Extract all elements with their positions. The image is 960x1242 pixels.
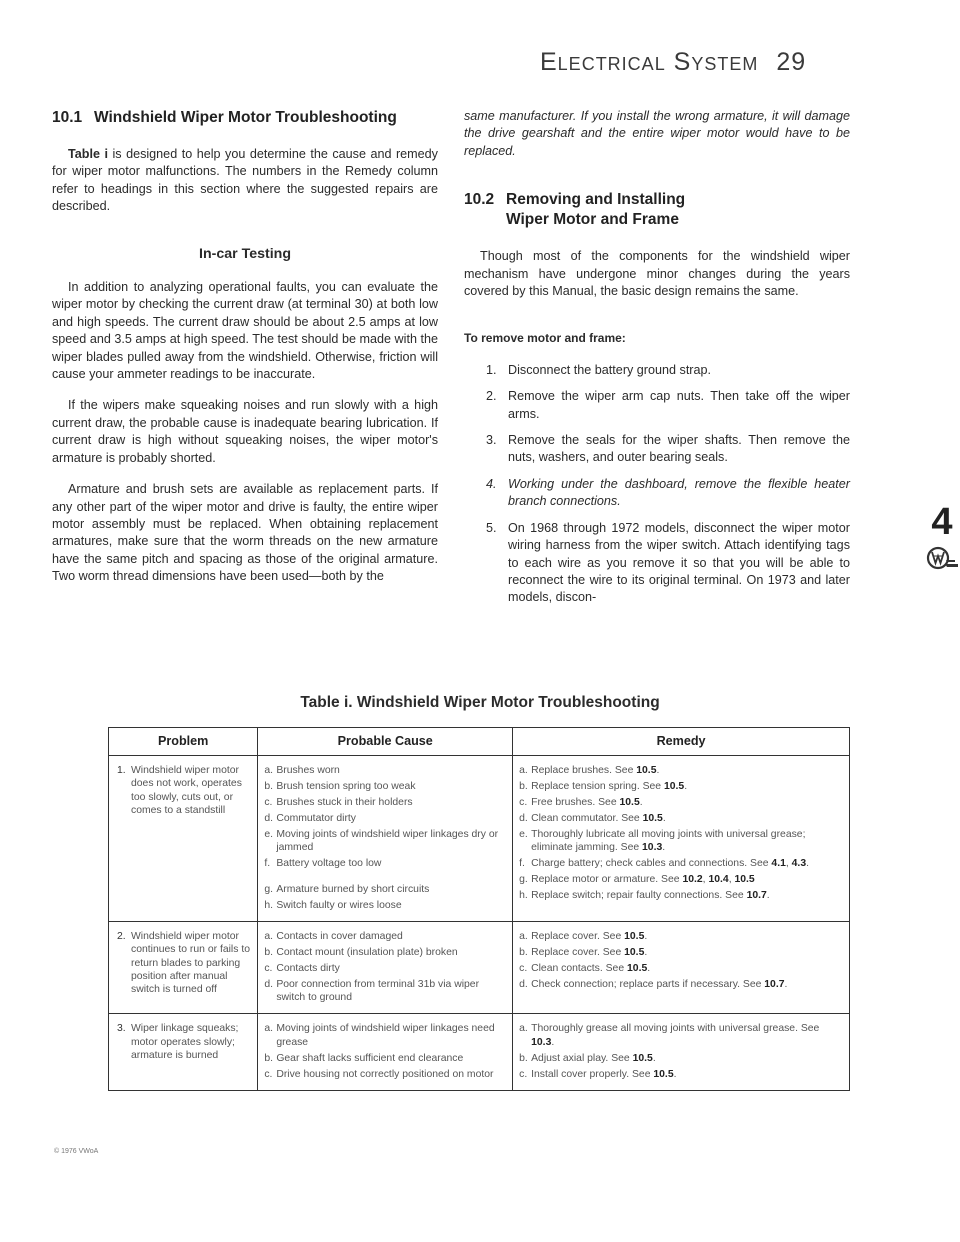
item-text: Install cover properly. See [531,1068,654,1080]
cause-cell [258,921,513,1013]
remedy-item [519,962,843,975]
item-text: Clean commutator. See [531,813,643,824]
item-text: Replace tension spring. See [531,781,664,792]
step-text: Working under the dashboard, remove the flexible heater branch connections. [508,476,850,509]
punctuation: . [662,842,666,854]
troubleshooting-table [108,727,850,1091]
remedy-item [519,764,843,777]
item-text: Clean contacts. See [531,962,628,974]
punctuation: . [766,890,770,902]
problem-description: Windshield wiper motor continues to run or fails to return blades to parking position after manual switch is turned off [131,930,250,996]
problem-cell [109,756,258,922]
remedy-item [519,796,843,809]
continued-paragraph: same manufacturer. If you install the wrong armature, it will damage the drive gearshaft and the entire wiper motor would have to be replaced. [464,109,850,158]
item-letter: b. [264,781,273,792]
section-reference: 10.5 [624,946,645,958]
section-reference: 10.5 [619,797,640,808]
item-letter: h. [519,890,528,902]
item-letter: b. [519,781,528,792]
paragraph: Though most of the components for the windshield wiper mechanism have undergone minor changes during the years covered by this Manual, the basic design remains the same. [464,249,850,299]
item-text: Moving joints of windshield wiper linkages dry or jammed [276,829,499,854]
vw-logo-icon [924,546,960,577]
remedy-item [519,930,843,943]
section-reference: 10.5 [627,962,648,974]
left-column [52,108,438,600]
step-number: 4. [486,476,497,491]
section-reference: 10.2 [682,874,703,886]
section-reference: 10.5 [632,1052,653,1064]
item-letter: a. [264,930,273,942]
item-letter: e. [264,829,273,840]
step-number: 2. [486,389,497,404]
cause-item [264,796,506,809]
item-text: Replace motor or armature. See [531,874,683,886]
problem-description: Wiper linkage squeaks; motor operates slowly; armature is burned [131,1023,239,1062]
problem-text [115,930,251,997]
running-head [540,48,860,77]
cause-item [264,1068,506,1081]
section-reference: 10.3 [642,842,663,854]
item-letter: e. [519,829,528,840]
remedy-cell [513,921,850,1013]
section-reference: 10.5 [624,930,645,942]
item-letter: b. [264,946,273,958]
cause-item [264,780,506,793]
problem-description: Windshield wiper motor does not work, operates too slowly, cuts out, or comes to a standstill [131,765,242,817]
item-text: Gear shaft lacks sufficient end clearance [276,1052,464,1064]
item-text: Armature burned by short circuits [276,883,430,895]
table-title: Table i. Windshield Wiper Motor Troubleshooting [300,694,660,711]
cause-item [264,930,506,943]
item-text: Brushes stuck in their holders [276,797,413,808]
punctuation: . [647,962,651,974]
item-letter: b. [519,1052,528,1064]
remedy-cell [513,1014,850,1090]
procedure-step [464,388,850,423]
punctuation: . [644,930,648,942]
problem-text [115,764,251,818]
step-number: 3. [486,433,497,448]
procedure-step [464,362,850,379]
table-row [109,756,850,922]
paragraph: Armature and brush sets are available as replacement parts. If any other part of the wiper motor and drive is faulty, the entire wiper motor assembly must be replaced. When obtaining replacement armatures, make sure that the worm threads on the new armature have the same pitch and spacing as those of the original armature. Two worm thread dimensions have been used—both by the [52,482,438,584]
procedure-step [464,520,850,607]
item-text: Commutator dirty [276,813,356,824]
item-text: Poor connection from terminal 31b via wiper switch to ground [276,978,480,1004]
paragraph: If the wipers make squeaking noises and run slowly with a high current draw, the probable cause is inadequate bearing lubrication. If current draw is high without squeaking noises, the wiper motor's armature is probably shorted. [52,398,438,465]
step-number: 1. [486,362,497,377]
item-text: Moving joints of windshield wiper linkages need grease [276,1023,495,1048]
paragraph: In addition to analyzing operational faults, you can evaluate the wiper motor by checking the current draw (at terminal 30) at both low and high speeds. The current draw should be about 2.5 amps at low speed and 3.5 amps at high speed. The test should be made with the wiper blades pulled away from the windshield. Otherwise, friction will cause your ammeter readings to be inaccurate. [52,280,438,382]
item-text: Charge battery; check cables and connections. See [531,858,772,870]
section-reference: 10.4 [708,874,729,886]
punctuation: . [652,1052,656,1064]
remedy-item [519,1068,843,1081]
step-text: Disconnect the battery ground strap. [508,362,712,377]
item-letter: f. [264,858,271,870]
item-letter: c. [519,962,528,974]
section-reference: 10.3 [531,1036,552,1048]
section-reference: 4.3 [791,858,807,870]
item-text: Adjust axial play. See [531,1052,633,1064]
item-letter: c. [264,797,273,808]
remedy-item [519,1052,843,1065]
item-text: Free brushes. See [531,797,620,808]
item-letter: a. [519,765,528,776]
item-letter: d. [519,813,528,824]
punctuation: . [784,978,788,990]
cause-item [264,764,506,777]
punctuation: , [785,858,792,870]
item-text: Contact mount (insulation plate) broken [276,946,458,958]
item-text: Replace switch; repair faulty connections. See [531,890,747,902]
punctuation: , [702,874,709,886]
item-letter: g. [264,883,273,895]
table-row [109,1014,850,1090]
item-text: Thoroughly grease all moving joints with universal grease. See [531,1023,820,1035]
section-reference: 4.1 [771,858,786,870]
remedy-item [519,857,843,870]
punctuation: . [656,765,660,776]
right-column [464,108,850,616]
item-letter: c. [264,962,273,974]
punctuation: . [673,1068,677,1080]
cause-item [264,857,506,870]
step-number: 5. [486,520,497,535]
section-reference: 10.5 [642,813,663,824]
item-letter: b. [264,1052,273,1064]
copyright-notice: © 1976 VWoA [54,1148,99,1155]
punctuation: . [644,946,648,958]
procedure-step [464,476,850,511]
problem-number: 1. [117,765,126,776]
cause-item [264,1022,506,1049]
item-text: Thoroughly lubricate all moving joints with universal grease; eliminate jamming. See [531,829,806,854]
section-heading-10-1: 10.1 Windshield Wiper Motor Troubleshooting [52,109,397,126]
cause-item [264,946,506,959]
step-text: Remove the wiper arm cap nuts. Then take off the wiper arms. [508,389,850,421]
item-text: Contacts dirty [276,962,340,974]
item-letter: c. [519,797,528,808]
section-reference: 10.7 [764,978,785,990]
cause-item [264,978,506,1005]
cause-item [264,962,506,975]
punctuation: . [684,781,688,792]
cause-item [264,1052,506,1065]
remedy-item [519,812,843,825]
cause-item [264,828,506,855]
item-letter: d. [519,978,528,990]
remedy-item [519,873,843,886]
section-reference: 10.7 [746,890,767,902]
remedy-item [519,946,843,959]
table-row [109,921,850,1013]
procedure-title: To remove motor and frame: [464,331,626,346]
item-text: Brush tension spring too weak [276,781,416,792]
cause-item [264,883,506,896]
item-text: Replace cover. See [531,930,625,942]
item-letter: b. [519,946,528,958]
punctuation: . [551,1036,555,1048]
problem-cell [109,921,258,1013]
section-reference: 10.5 [653,1068,674,1080]
item-text: Brushes worn [276,765,340,776]
punctuation: . [639,797,643,808]
page-number: 29 [776,48,807,76]
cause-cell [258,756,513,922]
item-text: Switch faulty or wires loose [276,899,402,911]
section-reference: 10.5 [636,765,657,776]
column-header-problem: Problem [109,728,258,756]
item-letter: a. [264,765,273,776]
item-letter: f. [519,858,525,870]
section-reference: 10.5 [734,874,755,886]
item-text: Check connection; replace parts if necessary. See [531,978,765,990]
item-letter: h. [264,899,273,911]
item-text: Battery voltage too low [276,858,382,870]
problem-cell [109,1014,258,1090]
item-text: Drive housing not correctly positioned on motor [276,1068,494,1080]
procedure-step [464,432,850,467]
step-text: On 1968 through 1972 models, disconnect the wiper motor wiring harness from the wiper switch. Attach identifying tags to each wire as you remove it so that you will be able to reconnect the wire to its original terminal. On 1973 and later models, discon- [508,520,850,605]
chapter-number: 4 [931,501,953,543]
item-letter: a. [264,1023,273,1035]
procedure-steps [464,362,850,607]
item-letter: d. [264,978,273,990]
item-letter: a. [519,1023,528,1035]
intro-paragraph: Table i is designed to help you determine the cause and remedy for wiper motor malfunctions. The numbers in the Remedy column refer to headings in this section where the suggested repairs are described. [52,147,438,214]
problem-text [115,1022,251,1062]
item-letter: c. [264,1068,273,1080]
remedy-item [519,978,843,991]
column-header-remedy: Remedy [513,728,850,756]
cause-item [264,812,506,825]
cause-cell [258,1014,513,1090]
punctuation: , [728,874,735,886]
remedy-item [519,1022,843,1049]
punctuation: . [806,858,809,870]
item-letter: d. [264,813,273,824]
item-text: Contacts in cover damaged [276,930,403,942]
remedy-cell [513,756,850,922]
item-letter: a. [519,930,528,942]
chapter-title: Electrical System [540,48,759,76]
remedy-item [519,828,843,855]
cause-item [264,899,506,912]
section-heading-10-2: 10.2 Removing and Installing Wiper Motor and Frame [464,191,686,229]
item-text: Replace brushes. See [531,765,637,776]
chapter-tab [924,502,960,577]
column-header-cause: Probable Cause [258,728,513,756]
remedy-item [519,780,843,793]
problem-number: 3. [117,1023,126,1035]
item-letter: g. [519,874,528,886]
item-letter: c. [519,1068,528,1080]
punctuation: . [662,813,666,824]
subheading-in-car-testing: In-car Testing [199,245,291,262]
problem-number: 2. [117,930,126,942]
section-reference: 10.5 [663,781,685,792]
remedy-item [519,889,843,902]
item-text: Replace cover. See [531,946,625,958]
step-text: Remove the seals for the wiper shafts. Then remove the nuts, washers, and outer bearing seals. [508,433,850,465]
